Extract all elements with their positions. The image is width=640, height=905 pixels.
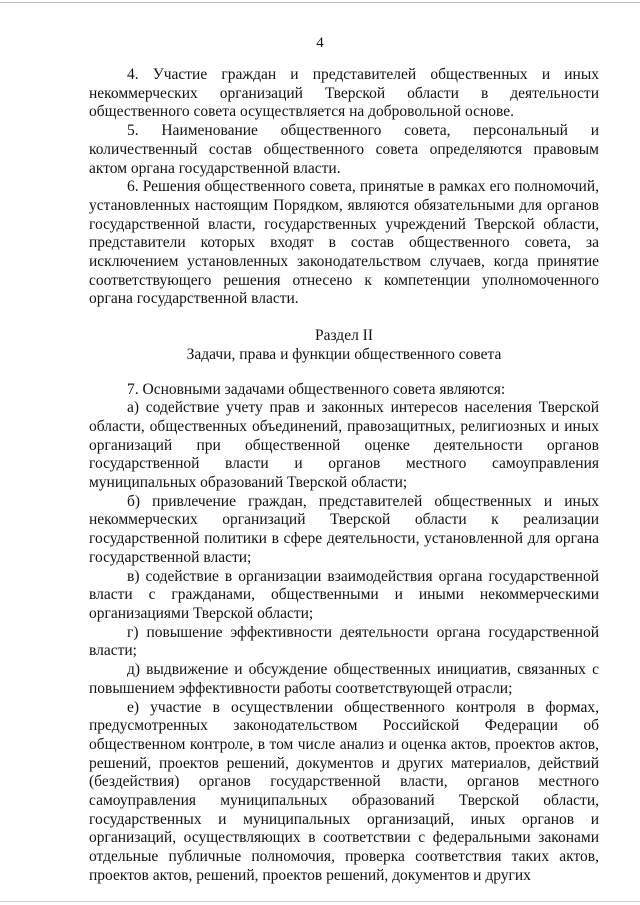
list-item-a: а) содействие учету прав и законных интересов населения Тверской области, общественных объединений, правозащитных, религиозных и иных организаций при общественной оценке деятельности органов государственной власти и органов местного самоуправления муниципальных образований Тверской области; xyxy=(89,399,599,492)
paragraph-5: 5. Наименование общественного совета, персональный и количественный состав общественного совета определяются правовым актом органа государственной власти. xyxy=(89,122,599,177)
scan-bottom-edge xyxy=(0,901,640,902)
section-spacer xyxy=(89,309,599,327)
list-item-g: г) повышение эффективности деятельности органа государственной власти; xyxy=(89,623,599,660)
section-label: Раздел II xyxy=(314,327,374,345)
document-body xyxy=(89,66,599,886)
paragraph-6: 6. Решения общественного совета, принятые в рамках его полномочий, установленных настоящим Порядком, являются обязательными для органов государственной власти, государственных учреждений Тверской области, представители которых входят в состав общественного совета, за исключением установленных законодательством случаев, когда принятие соответствующего решения отнесено к компетенции уполномоченного органа государственной власти. xyxy=(89,178,599,308)
paragraph-7: 7. Основными задачами общественного совета являются: xyxy=(127,380,506,398)
list-item-d: д) выдвижение и обсуждение общественных инициатив, связанных с повышением эффективности работы соответствующей отрасли; xyxy=(89,661,599,697)
list-item-e: е) участие в осуществлении общественного контроля в формах, предусмотренных законодательством Российской Федерации об общественном контроле, в том числе анализ и оценка актов, проектов актов, решений, проектов решений, документов и других материалов, действий (бездействия) органов государственной власти, органов местного самоуправления муниципальных образований Тверской области, государственных и муниципальных организаций, иных органов и организаций, осуществляющих в соответствии с федеральными законами отдельные публичные полномочия, проверка соответствия таких актов, проектов актов, решений, проектов решений, документов и других xyxy=(89,698,599,884)
section-title: Задачи, права и функции общественного совета xyxy=(186,345,502,363)
section-title-spacer xyxy=(89,365,599,381)
list-item-v: в) содействие в организации взаимодействия органа государственной власти с гражданами, общественными и иными некоммерческими организациями Тверской области; xyxy=(89,567,599,622)
list-item-b: б) привлечение граждан, представителей общественных и иных некоммерческих организаций Тверской области к реализации государственной политики в сфере деятельности, установленной для органа государственной власти; xyxy=(89,492,599,566)
page-number: 4 xyxy=(316,35,324,51)
scan-top-edge xyxy=(0,2,640,3)
paragraph-4: 4. Участие граждан и представителей общественных и иных некоммерческих организаций Тверской области в деятельности общественного совета осуществляется на добровольной основе. xyxy=(89,66,599,121)
